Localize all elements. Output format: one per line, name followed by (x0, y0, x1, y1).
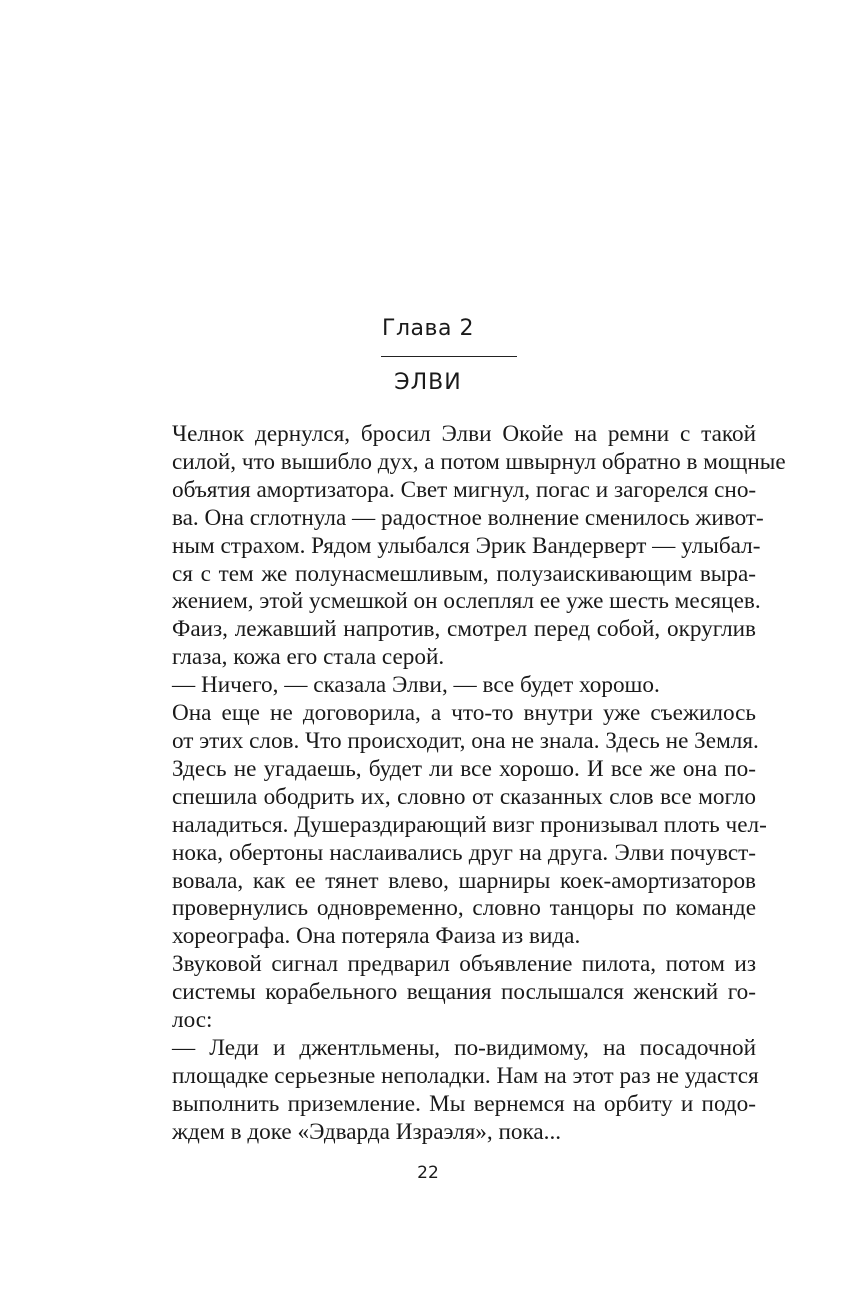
paragraph (143, 1034, 759, 1147)
text-line: глаза, кожа его стала серой. (172, 644, 445, 671)
text-line: хореографа. Она потеряла Фаиза из вида. (172, 923, 581, 950)
text-line: ва. Она сглотнула — радостное волнение сменилось живот- (172, 504, 764, 531)
text-line: ся с тем же полунасмешливым, полузаискивающим выра- (172, 560, 756, 587)
text-line: вовала, как ее тянет влево, шарниры коек-амортизаторов (172, 867, 756, 894)
text-line: спешила ободрить их, словно от сказанных слов все могло (172, 783, 756, 810)
page-number: 22 (417, 1163, 439, 1183)
text-line: Она еще не договорила, а что-то внутри уже съежилось (172, 700, 756, 727)
text-line: Здесь не угадаешь, будет ли все хорошо. И все же она по- (172, 755, 756, 782)
chapter-number: Глава 2 (382, 316, 474, 341)
paragraph (143, 672, 756, 700)
text-line: лос: (172, 1007, 213, 1034)
paragraph (143, 951, 756, 1035)
paragraph (143, 421, 786, 672)
paragraph (143, 700, 767, 951)
text-line: объятия амортизатора. Свет мигнул, погас и загорелся сно- (172, 476, 757, 503)
text-line: Челнок дернулся, бросил Элви Окойе на ремни с такой (172, 421, 756, 447)
text-line: выполнить приземление. Мы вернемся на орбиту и подо- (172, 1090, 756, 1117)
text-line: — Ничего, — сказала Элви, — все будет хорошо. (172, 672, 660, 699)
text-line: наладиться. Душераздирающий визг пронизывал плоть чел- (172, 811, 767, 838)
chapter-title: ЭЛВИ (394, 370, 462, 395)
text-line: ным страхом. Рядом улыбался Эрик Вандерверт — улыбал- (172, 532, 761, 559)
text-line: — Леди и джентльмены, по-видимому, на посадочной (172, 1034, 756, 1061)
text-line: от этих слов. Что происходит, она не знала. Здесь не Земля. (172, 727, 759, 754)
body-text (143, 421, 786, 1147)
text-line: жением, этой усмешкой он ослеплял ее уже шесть месяцев. (172, 588, 761, 615)
text-line: провернулись одновременно, словно танцоры по команде (172, 895, 756, 922)
text-line: Звуковой сигнал предварил объявление пилота, потом из (172, 951, 756, 978)
text-line: Фаиз, лежавший напротив, смотрел перед собой, округлив (172, 616, 756, 643)
text-line: ждем в доке «Эдварда Израэля», пока... (172, 1118, 562, 1145)
text-line: системы корабельного вещания послышался женский го- (172, 979, 756, 1006)
text-line: нока, обертоны наслаивались друг на друга. Элви почувст- (172, 839, 756, 866)
text-line: силой, что вышибло дух, а потом швырнул обратно в мощные (172, 448, 786, 475)
chapter-divider (381, 356, 517, 357)
text-line: площадке серьезные неполадки. Нам на этот раз не удастся (172, 1062, 759, 1089)
